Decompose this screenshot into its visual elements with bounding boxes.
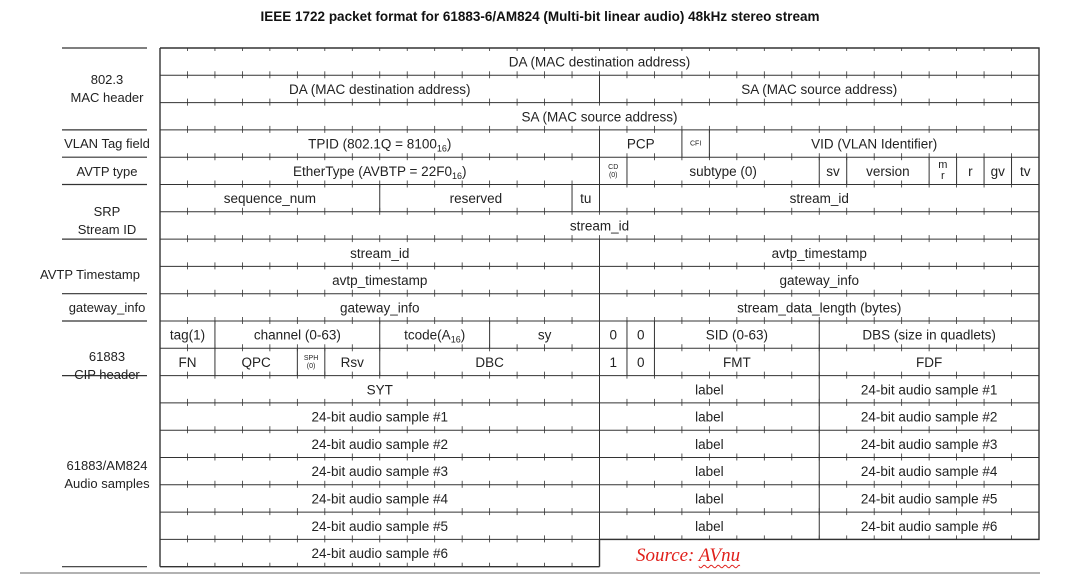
field-row4-0: EtherType (AVBTP = $22F0_{16}$) — [293, 163, 467, 181]
field-row16-1: label — [695, 491, 724, 507]
field-row16-0: 24-bit audio sample #4 — [311, 491, 449, 507]
field-row10-6: SID (0-63) — [705, 327, 768, 343]
field-row5-2: tu — [580, 191, 592, 207]
field-row8-0: avtp_timestamp — [332, 273, 428, 289]
field-row14-1: label — [695, 436, 724, 452]
field-row11-0: FN — [178, 354, 197, 370]
field-row9-0: gateway_info — [339, 300, 420, 316]
field-row17-2: 24-bit audio sample #6 — [860, 518, 998, 534]
field-row5-3: stream_id — [789, 191, 849, 207]
field-row2-0: SA (MAC source address) — [521, 109, 678, 125]
field-row3-0: TPID $(802.1Q = 8100_{16})$ — [308, 136, 452, 154]
field-row5-1: reserved — [449, 191, 503, 207]
field-row4-3: sv — [826, 163, 840, 179]
field-row13-1: label — [695, 409, 724, 425]
field-row7-0: stream_id — [350, 245, 410, 261]
field-row17-0: 24-bit audio sample #5 — [311, 518, 449, 534]
field-row6-0: stream_id — [569, 218, 630, 234]
field-row18-0: 24-bit audio sample #6 — [311, 546, 449, 562]
section-label-avtp-timestamp: AVTP Timestamp — [40, 267, 140, 282]
field-row14-0: 24-bit audio sample #2 — [311, 436, 449, 452]
field-row3-3: VID (VLAN Identifier) — [811, 136, 938, 152]
field-row11-4: DBC — [475, 354, 504, 370]
section-label-srp-stream-id: SRP — [93, 204, 121, 219]
field-row8-1: gateway_info — [779, 273, 860, 289]
source-prefix: Source: — [636, 545, 699, 566]
field-row12-2: 24-bit audio sample #1 — [860, 382, 998, 398]
field-row4-1: CD — [608, 163, 619, 171]
field-row9-1: stream_data_length (bytes) — [737, 300, 902, 316]
field-row11-1: QPC — [241, 354, 271, 370]
section-label-audio-samples: Audio samples — [64, 476, 150, 491]
section-label-vlan-tag: VLAN Tag field — [64, 136, 150, 151]
field-row10-5: 0 — [636, 327, 645, 343]
field-row11-3: Rsv — [340, 354, 364, 370]
section-label-cip-header: CIP header — [74, 367, 140, 382]
field-row5-0: sequence_num — [223, 191, 317, 207]
field-row11-7: FMT — [722, 354, 751, 370]
field-row10-4: 0 — [609, 327, 617, 343]
field-row15-2: 24-bit audio sample #4 — [860, 464, 998, 480]
field-row17-1: label — [695, 518, 724, 534]
field-row4-4: version — [866, 163, 910, 179]
field-row10-3: sy — [537, 327, 552, 343]
field-row0-0: DA (MAC destination address) — [508, 54, 691, 70]
section-label-srp-stream-id: Stream ID — [77, 222, 137, 237]
section-label-audio-samples: 61883/AM824 — [66, 458, 148, 473]
field-row4-1-line2: (0) — [608, 171, 618, 179]
field-row1-0: DA (MAC destination address) — [288, 81, 471, 97]
field-row13-0: 24-bit audio sample #1 — [311, 409, 449, 425]
source-credit — [636, 545, 740, 567]
field-row4-8: tv — [1020, 163, 1031, 179]
section-label-mac-header: 802.3 — [90, 72, 124, 87]
field-row11-2-line2: (0) — [306, 362, 316, 370]
field-row4-5-line2: r — [941, 169, 945, 182]
field-row11-2: SPH — [303, 354, 319, 362]
section-label-cip-header: 61883 — [88, 349, 126, 364]
field-row16-2: 24-bit audio sample #5 — [860, 491, 998, 507]
field-row15-1: label — [695, 464, 724, 480]
field-row12-1: label — [695, 382, 724, 398]
section-label-gateway-info: gateway_info — [68, 300, 146, 315]
field-row4-2: subtype (0) — [689, 163, 757, 179]
field-row11-5: 1 — [609, 354, 617, 370]
field-row11-6: 0 — [636, 354, 645, 370]
diagram-title: IEEE 1722 packet format for 61883-6/AM824 (Multi-bit linear audio) 48kHz stereo stream — [260, 9, 820, 24]
field-row11-8: FDF — [916, 354, 943, 370]
field-row10-1: channel (0-63) — [253, 327, 341, 343]
field-row15-0: 24-bit audio sample #3 — [311, 464, 449, 480]
field-row10-2: $tcode(A_{16})$ — [404, 327, 466, 345]
field-row13-2: 24-bit audio sample #2 — [860, 409, 998, 425]
field-row3-1: PCP — [626, 136, 655, 152]
section-label-mac-header: MAC header — [70, 90, 144, 105]
field-row7-1: avtp_timestamp — [771, 245, 867, 261]
field-row1-1: SA (MAC source address) — [741, 81, 898, 97]
field-row10-0: tag(1) — [169, 327, 206, 343]
source-name: AVnu — [698, 545, 741, 566]
field-row14-2: 24-bit audio sample #3 — [860, 436, 998, 452]
field-row4-7: gv — [990, 163, 1005, 179]
section-label-avtp-type: AVTP type — [76, 164, 138, 179]
field-row3-2: CFI — [690, 140, 702, 148]
field-row12-0: SYT — [366, 382, 393, 398]
field-row10-7: DBS (size in quadlets) — [862, 327, 996, 343]
field-row4-5: m — [938, 158, 948, 171]
field-row4-6: r — [968, 163, 973, 179]
